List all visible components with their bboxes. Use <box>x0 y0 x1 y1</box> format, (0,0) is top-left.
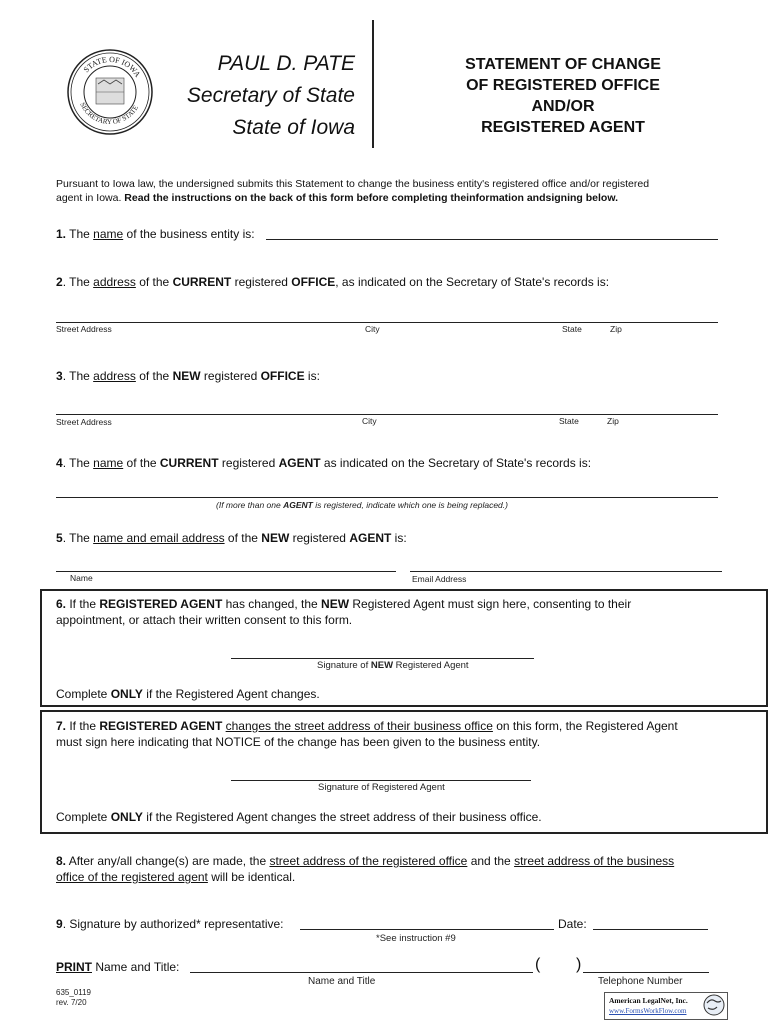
new-agent-signature-field[interactable] <box>231 658 534 659</box>
item-7-text: 7. If the REGISTERED AGENT changes the street address of their business office on this form, the Registered Agent must sign here indicating that NOTICE of the change has been given to the business entity. <box>56 719 678 749</box>
date-field[interactable] <box>593 929 708 930</box>
form-title-line: STATEMENT OF CHANGE <box>465 56 661 73</box>
current-agent-name-field[interactable] <box>56 497 718 498</box>
item-8-text: 8. After any/all change(s) are made, the street address of the registered office and the street address of the business office of the registered agent will be identical. <box>56 854 675 884</box>
agent-note: (If more than one AGENT is registered, indicate which one is being replaced.) <box>216 500 508 510</box>
current-office-address-field[interactable] <box>56 322 718 323</box>
telephone-label: Telephone Number <box>598 976 683 987</box>
phone-paren-close: ) <box>576 956 582 973</box>
item-5-label: 5. The name and email address of the NEW registered AGENT is: <box>56 531 407 545</box>
street-label: Street Address <box>56 417 112 427</box>
form-number: 635_0119 <box>56 988 91 997</box>
form-revision: rev. 7/20 <box>56 998 87 1007</box>
publisher-badge <box>604 992 728 1020</box>
header-divider <box>372 20 374 148</box>
official-name: PAUL D. PATE <box>217 52 355 75</box>
official-state: State of Iowa <box>232 116 355 139</box>
date-label: Date: <box>558 917 587 931</box>
street-label: Street Address <box>56 324 112 334</box>
state-label: State <box>559 416 579 426</box>
publisher-name: American LegalNet, Inc. <box>609 996 688 1005</box>
form-title-line: REGISTERED AGENT <box>481 119 645 136</box>
name-title-label: Name and Title <box>308 976 376 987</box>
state-seal <box>66 48 154 136</box>
seal-icon <box>66 48 154 136</box>
agent-signature-field[interactable] <box>231 780 531 781</box>
print-label: PRINT Name and Title: <box>56 960 180 974</box>
entity-name-field[interactable] <box>266 239 718 240</box>
new-agent-email-field[interactable] <box>410 571 722 572</box>
new-agent-name-field[interactable] <box>56 571 396 572</box>
instruction-note: *See instruction #9 <box>376 933 456 944</box>
city-label: City <box>365 324 380 334</box>
item-6-text: 6. If the REGISTERED AGENT has changed, the NEW Registered Agent must sign here, consenting to their appointment, or attach their written consent to this form. <box>56 597 632 627</box>
name-label: Name <box>70 573 93 583</box>
item-6-complete-note: Complete ONLY if the Registered Agent changes. <box>56 687 320 701</box>
form-title-line: OF REGISTERED OFFICE <box>466 77 660 94</box>
item-1-label: 1. The name of the business entity is: <box>56 227 255 241</box>
official-title: Secretary of State <box>186 84 355 107</box>
publisher-url[interactable]: www.FormsWorkFlow.com <box>609 1007 687 1015</box>
item-9-label: 9. Signature by authorized* representative: <box>56 917 284 931</box>
form-title-line: AND/OR <box>531 98 595 115</box>
item-2-label: 2. The address of the CURRENT registered OFFICE, as indicated on the Secretary of State's records is: <box>56 275 610 289</box>
zip-label: Zip <box>607 416 619 426</box>
new-office-address-field[interactable] <box>56 414 718 415</box>
email-label: Email Address <box>412 574 467 584</box>
city-label: City <box>362 416 377 426</box>
state-label: State <box>562 324 582 334</box>
representative-signature-field[interactable] <box>300 929 554 930</box>
print-name-title-field[interactable] <box>190 972 533 973</box>
svg-text:STATE OF IOWA: STATE OF IOWA <box>81 54 143 79</box>
phone-paren-open: ( <box>535 956 541 973</box>
globe-icon <box>703 994 725 1016</box>
agent-signature-label: Signature of Registered Agent <box>318 782 445 793</box>
telephone-field[interactable] <box>583 972 709 973</box>
intro-text: Pursuant to Iowa law, the undersigned submits this Statement to change the business entity's registered office and/or registered agent in Iowa. Read the instructions on the back of this form before completing theinformation andsigning below. <box>56 178 650 204</box>
item-4-label: 4. The name of the CURRENT registered AGENT as indicated on the Secretary of State's records is: <box>56 456 592 470</box>
new-agent-signature-label: Signature of NEW Registered Agent <box>317 660 469 671</box>
form-title <box>380 54 746 138</box>
item-7-complete-note: Complete ONLY if the Registered Agent changes the street address of their business office. <box>56 810 542 824</box>
zip-label: Zip <box>610 324 622 334</box>
svg-text:SECRETARY OF STATE: SECRETARY OF STATE <box>78 101 140 127</box>
item-3-label: 3. The address of the NEW registered OFFICE is: <box>56 369 320 383</box>
